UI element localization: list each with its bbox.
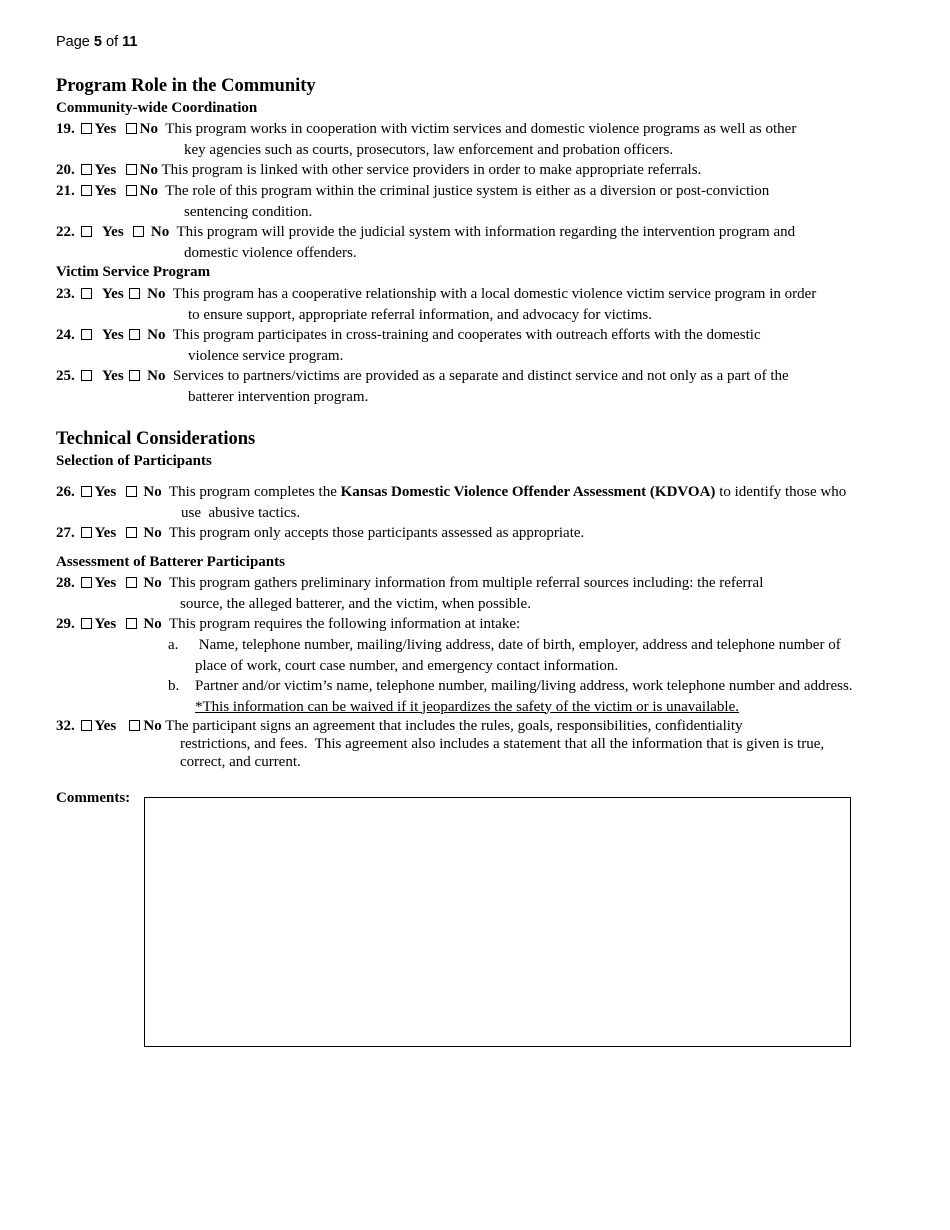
question-text-end: to identify those who [715, 484, 847, 500]
yes-checkbox[interactable] [81, 185, 92, 196]
yes-checkbox[interactable] [81, 370, 92, 381]
no-checkbox[interactable] [126, 185, 137, 196]
question-text: This program will provide the judicial system with information regarding the intervention program and [176, 224, 796, 240]
yes-label: Yes [94, 121, 117, 137]
list-text: Name, telephone number, mailing/living address, date of birth, employer, address and telephone number of [195, 637, 841, 653]
yes-label: Yes [94, 616, 117, 632]
list-text-cont: place of work, court case number, and emergency contact information. [195, 657, 619, 674]
no-label: No [143, 718, 162, 734]
question-text-cont: restrictions, and fees. This agreement also includes a statement that all the information that is given is true, [180, 736, 825, 752]
yes-label: Yes [102, 224, 124, 240]
question-number: 28. [56, 575, 75, 591]
yes-label: Yes [94, 162, 117, 178]
no-label: No [143, 525, 162, 541]
yes-label: Yes [102, 286, 124, 302]
no-checkbox[interactable] [129, 720, 140, 731]
question-text: This program requires the following information at intake: [169, 616, 521, 632]
yes-checkbox[interactable] [81, 486, 92, 497]
yes-label: Yes [102, 368, 124, 384]
yes-label: Yes [102, 327, 124, 343]
no-checkbox[interactable] [126, 486, 137, 497]
no-label: No [143, 484, 162, 500]
question-29 [56, 614, 910, 635]
question-number: 27. [56, 525, 75, 541]
question-number: 23. [56, 286, 75, 302]
no-label: No [143, 575, 162, 591]
yes-checkbox[interactable] [81, 226, 92, 237]
question-21 [56, 181, 910, 222]
question-19 [56, 119, 910, 160]
question-23 [56, 284, 910, 325]
yes-checkbox[interactable] [81, 618, 92, 629]
question-text: This program works in cooperation with victim services and domestic violence programs as well as other [165, 121, 797, 137]
question-number: 20. [56, 162, 75, 178]
no-checkbox[interactable] [126, 123, 137, 134]
comments-box[interactable] [144, 797, 851, 1047]
no-label: No [147, 286, 166, 302]
yes-checkbox[interactable] [81, 329, 92, 340]
yes-label: Yes [94, 484, 117, 500]
question-number: 29. [56, 616, 75, 632]
list-marker: b. [168, 678, 180, 694]
question-22 [56, 222, 910, 263]
no-checkbox[interactable] [129, 329, 140, 340]
page-number [56, 34, 137, 50]
question-number: 24. [56, 327, 75, 343]
question-text-cont: batterer intervention program. [188, 388, 369, 405]
question-number: 21. [56, 183, 75, 199]
yes-label: Yes [94, 575, 117, 591]
no-label: No [139, 183, 159, 199]
question-text-cont-2: correct, and current. [180, 754, 301, 770]
no-label: No [139, 121, 159, 137]
question-number: 22. [56, 224, 75, 240]
question-28 [56, 573, 910, 614]
no-checkbox[interactable] [126, 527, 137, 538]
question-24 [56, 325, 910, 366]
subsection-selection: Selection of Participants [56, 453, 212, 469]
question-text-cont: sentencing condition. [184, 203, 313, 220]
page-of: of [101, 34, 123, 50]
yes-checkbox[interactable] [81, 720, 92, 731]
yes-checkbox[interactable] [81, 164, 92, 175]
question-text-cont: domestic violence offenders. [184, 244, 357, 261]
no-checkbox[interactable] [129, 370, 140, 381]
no-checkbox[interactable] [126, 618, 137, 629]
question-text: This program gathers preliminary information from multiple referral sources including: the referral [169, 575, 764, 591]
page-prefix: Page [56, 34, 94, 50]
no-label: No [139, 162, 159, 178]
question-text-cont: key agencies such as courts, prosecutors, law enforcement and probation officers. [184, 141, 674, 158]
question-25 [56, 366, 910, 407]
no-label: No [147, 368, 166, 384]
kdvoa-name: Kansas Domestic Violence Offender Assessment (KDVOA) [340, 484, 716, 500]
question-26 [56, 482, 910, 523]
yes-checkbox[interactable] [81, 123, 92, 134]
question-text: This program completes the [169, 484, 341, 500]
no-label: No [143, 616, 162, 632]
question-text-cont: use abusive tactics. [181, 504, 301, 521]
question-number: 26. [56, 484, 75, 500]
subsection-community-coordination: Community-wide Coordination [56, 100, 258, 116]
question-text: The participant signs an agreement that includes the rules, goals, responsibilities, confidentiality [165, 718, 743, 734]
question-text-cont: source, the alleged batterer, and the victim, when possible. [180, 595, 531, 612]
question-text-cont: to ensure support, appropriate referral information, and advocacy for victims. [188, 306, 652, 323]
yes-checkbox[interactable] [81, 577, 92, 588]
question-number: 32. [56, 718, 75, 734]
question-number: 19. [56, 121, 75, 137]
no-checkbox[interactable] [126, 164, 137, 175]
yes-label: Yes [94, 183, 117, 199]
comments-label: Comments: [56, 790, 131, 806]
no-checkbox[interactable] [133, 226, 144, 237]
subsection-assessment: Assessment of Batterer Participants [56, 554, 285, 570]
question-text: This program only accepts those participants assessed as appropriate. [169, 525, 585, 541]
question-32 [56, 717, 910, 771]
page-current: 5 [93, 34, 102, 50]
no-label: No [147, 327, 166, 343]
yes-label: Yes [94, 718, 117, 734]
question-text: This program is linked with other service providers in order to make appropriate referrals. [161, 162, 702, 178]
no-label: No [150, 224, 170, 240]
section-title-technical: Technical Considerations [56, 429, 256, 449]
question-text: This program participates in cross-training and cooperates with outreach efforts with the domestic [172, 327, 761, 343]
question-text: The role of this program within the criminal justice system is either as a diversion or post-conviction [165, 183, 770, 199]
question-text: This program has a cooperative relationship with a local domestic violence victim service program in order [172, 286, 817, 302]
question-20 [56, 160, 910, 181]
waiver-note: *This information can be waived if it jeopardizes the safety of the victim or is unavailable. [195, 698, 739, 715]
question-text: Services to partners/victims are provided as a separate and distinct service and not only as a part of the [173, 368, 789, 384]
list-text: Partner and/or victim’s name, telephone number, mailing/living address, work telephone number and address. [195, 678, 853, 694]
question-text-cont: violence service program. [188, 347, 344, 364]
list-marker: a. [168, 637, 179, 653]
yes-label: Yes [94, 525, 117, 541]
section-title-program-role: Program Role in the Community [56, 76, 316, 96]
no-checkbox[interactable] [129, 288, 140, 299]
no-checkbox[interactable] [126, 577, 137, 588]
page-total: 11 [122, 34, 138, 50]
yes-checkbox[interactable] [81, 288, 92, 299]
question-number: 25. [56, 368, 75, 384]
yes-checkbox[interactable] [81, 527, 92, 538]
question-27 [56, 523, 910, 544]
subsection-victim-service: Victim Service Program [56, 264, 211, 280]
